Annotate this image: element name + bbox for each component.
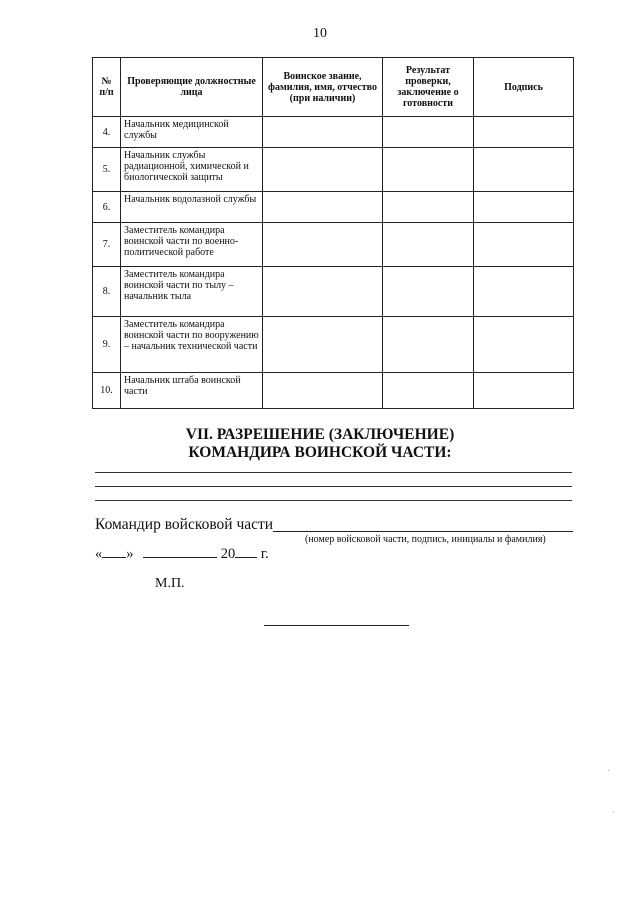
row-official: Заместитель командира воинской части по вооружению – начальник технической части — [121, 317, 263, 373]
signature-cell[interactable] — [474, 117, 574, 148]
section-title-line-1: VII. РАЗРЕШЕНИЕ (ЗАКЛЮЧЕНИЕ) — [185, 426, 455, 443]
signature-cell[interactable] — [474, 373, 574, 409]
row-num: 6. — [93, 192, 121, 223]
table-row — [93, 317, 574, 373]
result-cell[interactable] — [383, 223, 474, 267]
commander-label: Командир войсковой части — [95, 516, 274, 533]
stamp-label: М.П. — [155, 576, 185, 591]
row-official: Начальник медицинской службы — [121, 117, 263, 148]
scan-speck — [608, 770, 609, 771]
header-signature: Подпись — [474, 58, 574, 117]
signature-cell[interactable] — [474, 148, 574, 192]
date-line — [95, 545, 269, 563]
date-open-quote: « — [95, 546, 103, 562]
header-officials: Проверяющие должностные лица — [121, 58, 263, 117]
row-official: Начальник штаба воинской части — [121, 373, 263, 409]
row-num: 5. — [93, 148, 121, 192]
table-row — [93, 373, 574, 409]
rank-name-cell[interactable] — [263, 223, 383, 267]
table-row — [93, 117, 574, 148]
row-num: 8. — [93, 267, 121, 317]
result-cell[interactable] — [383, 148, 474, 192]
section-title-line-2: КОМАНДИРА ВОИНСКОЙ ЧАСТИ: — [188, 444, 452, 461]
row-num: 4. — [93, 117, 121, 148]
rank-name-cell[interactable] — [263, 373, 383, 409]
row-num: 7. — [93, 223, 121, 267]
end-divider — [264, 625, 409, 626]
table-row — [93, 192, 574, 223]
header-num: № п/п — [93, 58, 121, 117]
row-official: Заместитель командира воинской части по тылу – начальник тыла — [121, 267, 263, 317]
result-cell[interactable] — [383, 267, 474, 317]
signature-cell[interactable] — [474, 317, 574, 373]
date-month-blank[interactable] — [143, 545, 217, 558]
date-year-prefix: 20 — [220, 546, 236, 562]
result-cell[interactable] — [383, 317, 474, 373]
section-title — [0, 426, 640, 462]
table-header-row — [93, 58, 574, 117]
row-num: 9. — [93, 317, 121, 373]
result-cell[interactable] — [383, 373, 474, 409]
date-day-blank[interactable] — [102, 545, 126, 558]
rank-name-cell[interactable] — [263, 192, 383, 223]
rank-name-cell[interactable] — [263, 267, 383, 317]
date-year-blank[interactable] — [235, 545, 257, 558]
signature-cell[interactable] — [474, 223, 574, 267]
header-result: Результат проверки, заключение о готовности — [383, 58, 474, 117]
row-num: 10. — [93, 373, 121, 409]
inspection-table — [92, 57, 574, 409]
date-close-quote: » — [126, 546, 134, 562]
conclusion-blank-line-3[interactable] — [95, 500, 572, 501]
row-official: Начальник водолазной службы — [121, 192, 263, 223]
result-cell[interactable] — [383, 117, 474, 148]
commander-blank-line[interactable] — [273, 531, 573, 532]
table-row — [93, 148, 574, 192]
result-cell[interactable] — [383, 192, 474, 223]
header-rank-name: Воинское звание, фамилия, имя, отчество (при наличии) — [263, 58, 383, 117]
row-official: Заместитель командира воинской части по военно-политической работе — [121, 223, 263, 267]
date-year-suffix: г. — [260, 546, 269, 562]
rank-name-cell[interactable] — [263, 117, 383, 148]
scan-speck — [613, 812, 614, 813]
commander-hint: (номер войсковой части, подпись, инициалы и фамилия) — [305, 534, 546, 545]
row-official: Начальник службы радиационной, химической и биологической защиты — [121, 148, 263, 192]
rank-name-cell[interactable] — [263, 317, 383, 373]
signature-cell[interactable] — [474, 267, 574, 317]
conclusion-blank-line-2[interactable] — [95, 486, 572, 487]
table-row — [93, 223, 574, 267]
signature-cell[interactable] — [474, 192, 574, 223]
table-row — [93, 267, 574, 317]
conclusion-blank-line-1[interactable] — [95, 472, 572, 473]
rank-name-cell[interactable] — [263, 148, 383, 192]
page-number: 10 — [313, 26, 327, 41]
